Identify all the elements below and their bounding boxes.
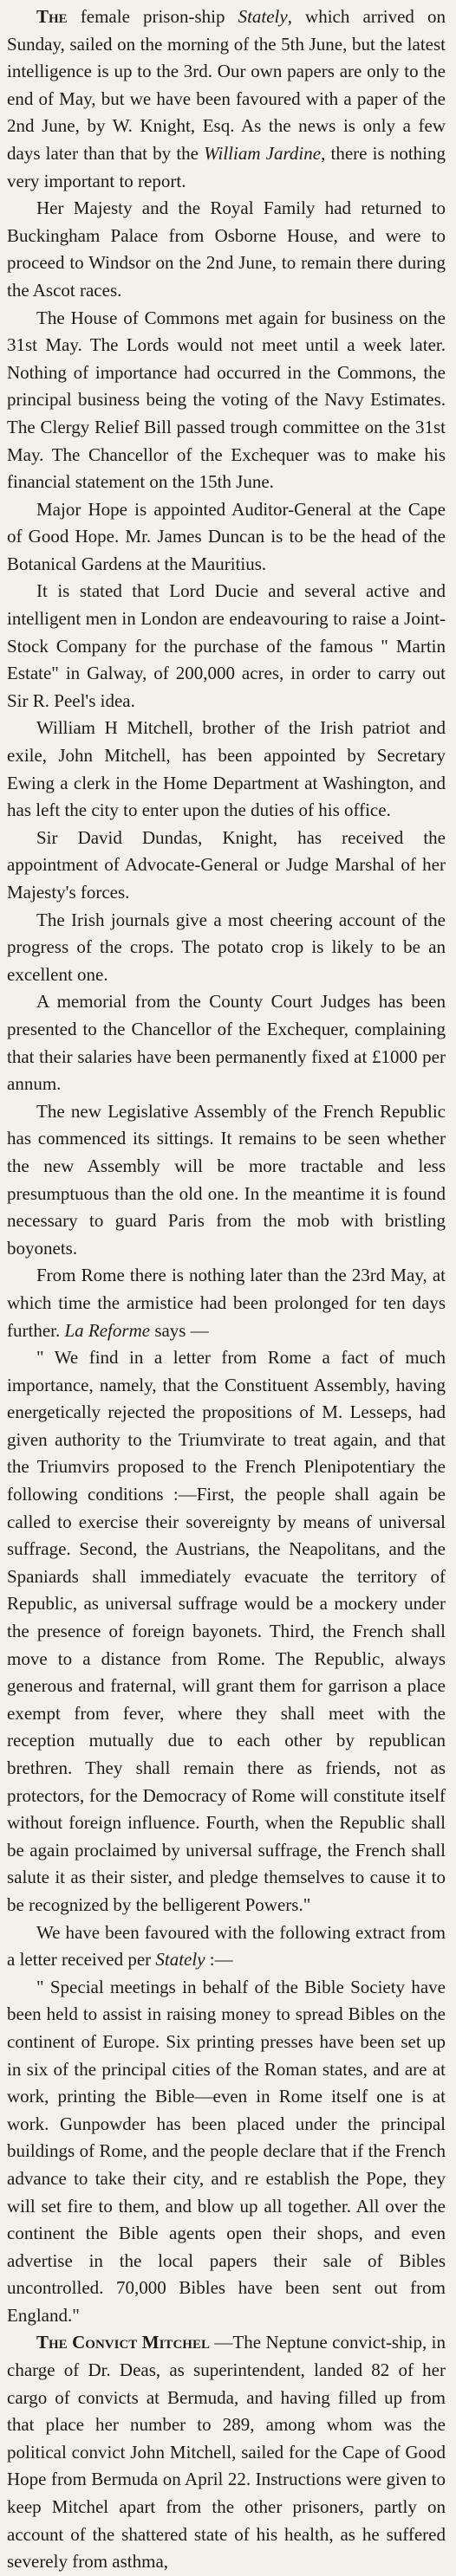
text-run: says — [150, 1319, 209, 1341]
text-run: From Rome there is nothing later than the 23rd May, at which time the armistice had been prolonged for ten days further. [7, 1265, 446, 1341]
ship-name: Stately [155, 1949, 205, 1971]
paragraph-martin-estate: It is stated that Lord Ducie and several active and intelligent men in London are endeavouring to raise a Joint-Stock Company for the purchase of the famous " Martin Estate" in Galway, of 200,000 acres, in order to carry out Sir R. Peel's idea. [7, 580, 446, 711]
paragraph-royal-family: Her Majesty and the Royal Family had returned to Buckingham Palace from Osborne House, and were to proceed to Windsor on the 2nd June, to remain there during the Ascot races. [7, 197, 446, 301]
newspaper-name: La Reforme [64, 1319, 151, 1341]
paragraph-house-of-commons: The House of Commons met again for business on the 31st May. The Lords would not meet until a week later. Nothing of importance had occurred in the Commons, the principal business being the voting of the Navy Estimates. The Clergy Relief Bill passed trough committee on the 31st May. The Chancellor of the Exchequer was to make his financial statement on the 15th June. [7, 307, 446, 493]
paragraph-appointments: Major Hope is appointed Auditor-General at the Cape of Good Hope. Mr. James Duncan is to be the head of the Botanical Gardens at the Mauritius. [7, 498, 446, 574]
ship-name: Stately [238, 6, 288, 27]
text-run: , which arrived on Sunday, sailed on the morning of the 5th June, but the latest intelligence is up to the 3rd. Our own papers are only to the end of May, but we have been favoured with a paper of the 2nd June, by W. Knight, Esq. As the news is only a few days later than that by the [7, 6, 446, 164]
paragraph-rome-armistice [7, 1262, 446, 1344]
paragraph-stately-arrival [7, 3, 446, 195]
paragraph-david-dundas: Sir David Dundas, Knight, has received the appointment of Advocate-General or Judge Marshal of her Majesty's forces. [7, 826, 446, 903]
paragraph-extract-intro [7, 1919, 446, 1974]
ship-name: William Jardine [204, 142, 322, 164]
quote-bible-society: " Special meetings in behalf of the Bible Society have been held to assist in raising money to spread Bibles on the continent of Europe. Six printing presses have been set up in six of the principal cities of the Roman states, and are at work, printing the Bible—even in Rome itself one is at work. Gunpowder has been placed under the principal buildings of Rome, and the people declare that if the French advance to take their city, and re establish the Pope, they will set fire to them, and blow up all together. All over the continent the Bible agents open their shops, and even advertise in the local papers their sale of Bibles uncontrolled. 70,000 Bibles have been sent out from England." [7, 1976, 446, 2326]
text-run: —The Neptune convict-ship, in charge of Dr. Deas, as superintendent, landed 82 of her cargo of convicts at Bermuda, and having filled up from that place her number to 289, among whom was the political convict John Mitchell, sailed for the Cape of Good Hope from Bermuda on April 22. Instructions were given to keep Mitchel apart from the other prisoners, partly on account of the shattered state of his health, as he suffered severely from asthma, [7, 2332, 446, 2573]
lead-in-word: The [36, 6, 68, 27]
paragraph-convict-mitchel [7, 2329, 446, 2575]
text-run: , there is nothing very important to report. [7, 142, 446, 191]
text-run: :— [205, 1949, 233, 1971]
section-lead-in: The Convict Mitchel [36, 2332, 210, 2353]
quote-rome-letter: " We find in a letter from Rome a fact of much importance, namely, that the Constituent Assembly, having energetically rejected the propositions of M. Lesseps, had given authority to the Triumvirate to treat again, and that the Triumvirs proposed to the French Plenipotentiary the following conditions :—First, the people shall again be called to exercise their sovereignty by means of universal suffrage. Second, the Austrians, the Neapolitans, and the Spaniards shall immediately evacuate the territory of Republic, as universal suffrage would be a mockery under the presence of foreign bayonets. Third, the French shall move to a distance from Rome. The Republic, always generous and fraternal, will grant them for garrison a place exempt from fever, where they shall meet with the reception mutually due to each other by republican brethren. They shall remain there as friends, not as protectors, for the Democracy of Rome will constitute itself without foreign influence. Fourth, when the Republic shall be again proclaimed by universal suffrage, the French shall salute it as their sister, and pledge themselves to cause it to be recognized by the belligerent Powers." [7, 1347, 446, 1915]
paragraph-county-court-judges: A memorial from the County Court Judges has been presented to the Chancellor of the Exchequer, complaining that their salaries have been permanently fixed at £1000 per annum. [7, 991, 446, 1095]
text-run: female prison-ship [67, 6, 238, 27]
paragraph-french-assembly: The new Legislative Assembly of the French Republic has commenced its sittings. It remains to be seen whether the new Assembly will be more tractable and less presumptuous than the old one. In the meantime it is found necessary to guard Paris from the mob with bristling boyonets. [7, 1100, 446, 1259]
text-run: We have been favoured with the following extract from a letter received per [7, 1921, 446, 1971]
paragraph-irish-crops: The Irish journals give a most cheering account of the progress of the crops. The potato crop is likely to be an excellent one. [7, 909, 446, 985]
paragraph-william-mitchell: William H Mitchell, brother of the Irish patriot and exile, John Mitchell, has been appointed by Secretary Ewing a clerk in the Home Department at Washington, and has left the city to enter upon the duties of his office. [7, 717, 446, 821]
